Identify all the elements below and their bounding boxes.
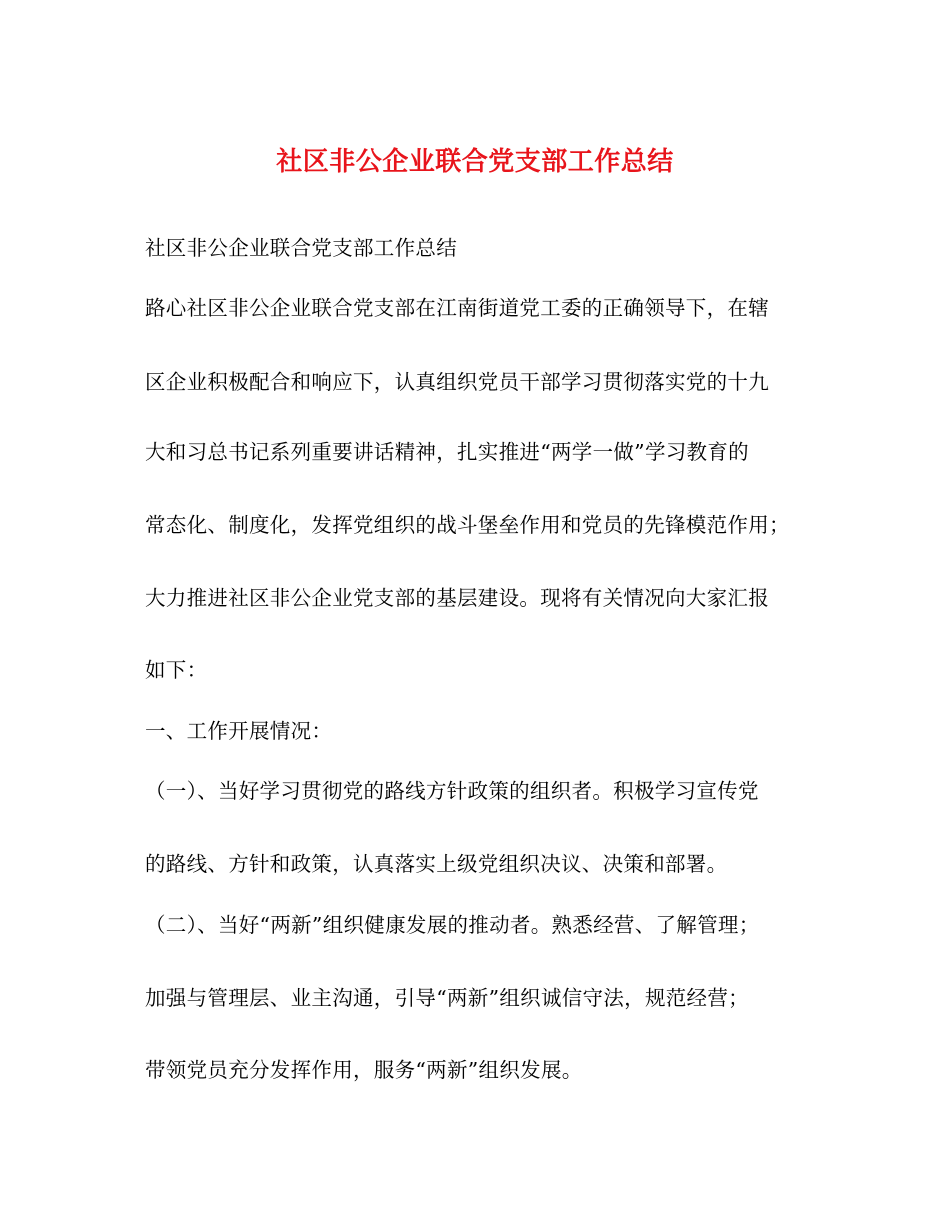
paragraph-line: 大和习总书记系列重要讲话精神，扎实推进“两学一做”学习教育的 xyxy=(145,440,749,464)
subtitle-line: 社区非公企业联合党支部工作总结 xyxy=(145,236,457,260)
paragraph-line: 加强与管理层、业主沟通，引导“两新”组织诚信守法，规范经营； xyxy=(145,986,749,1010)
paragraph-line: 常态化、制度化，发挥党组织的战斗堡垒作用和党员的先锋模范作用； xyxy=(145,513,790,537)
paragraph-line: 如下： xyxy=(145,658,208,682)
paragraph-line: 大力推进社区非公企业党支部的基层建设。现将有关情况向大家汇报 xyxy=(145,586,769,610)
paragraph-line: （二）、当好“两新”组织健康发展的推动者。熟悉经营、了解管理； xyxy=(145,913,760,937)
document-title: 社区非公企业联合党支部工作总结 xyxy=(276,147,674,177)
section-heading: 一、工作开展情况： xyxy=(145,719,333,743)
paragraph-line: 路心社区非公企业联合党支部在江南街道党工委的正确领导下，在辖 xyxy=(145,296,769,320)
paragraph-line: 带领党员充分发挥作用，服务“两新”组织发展。 xyxy=(145,1058,583,1082)
paragraph-line: 区企业积极配合和响应下，认真组织党员干部学习贯彻落实党的十九 xyxy=(145,370,769,394)
paragraph-line: （一）、当好学习贯彻党的路线方针政策的组织者。积极学习宣传党 xyxy=(145,779,759,803)
paragraph-line: 的路线、方针和政策，认真落实上级党组织决议、决策和部署。 xyxy=(145,852,728,876)
